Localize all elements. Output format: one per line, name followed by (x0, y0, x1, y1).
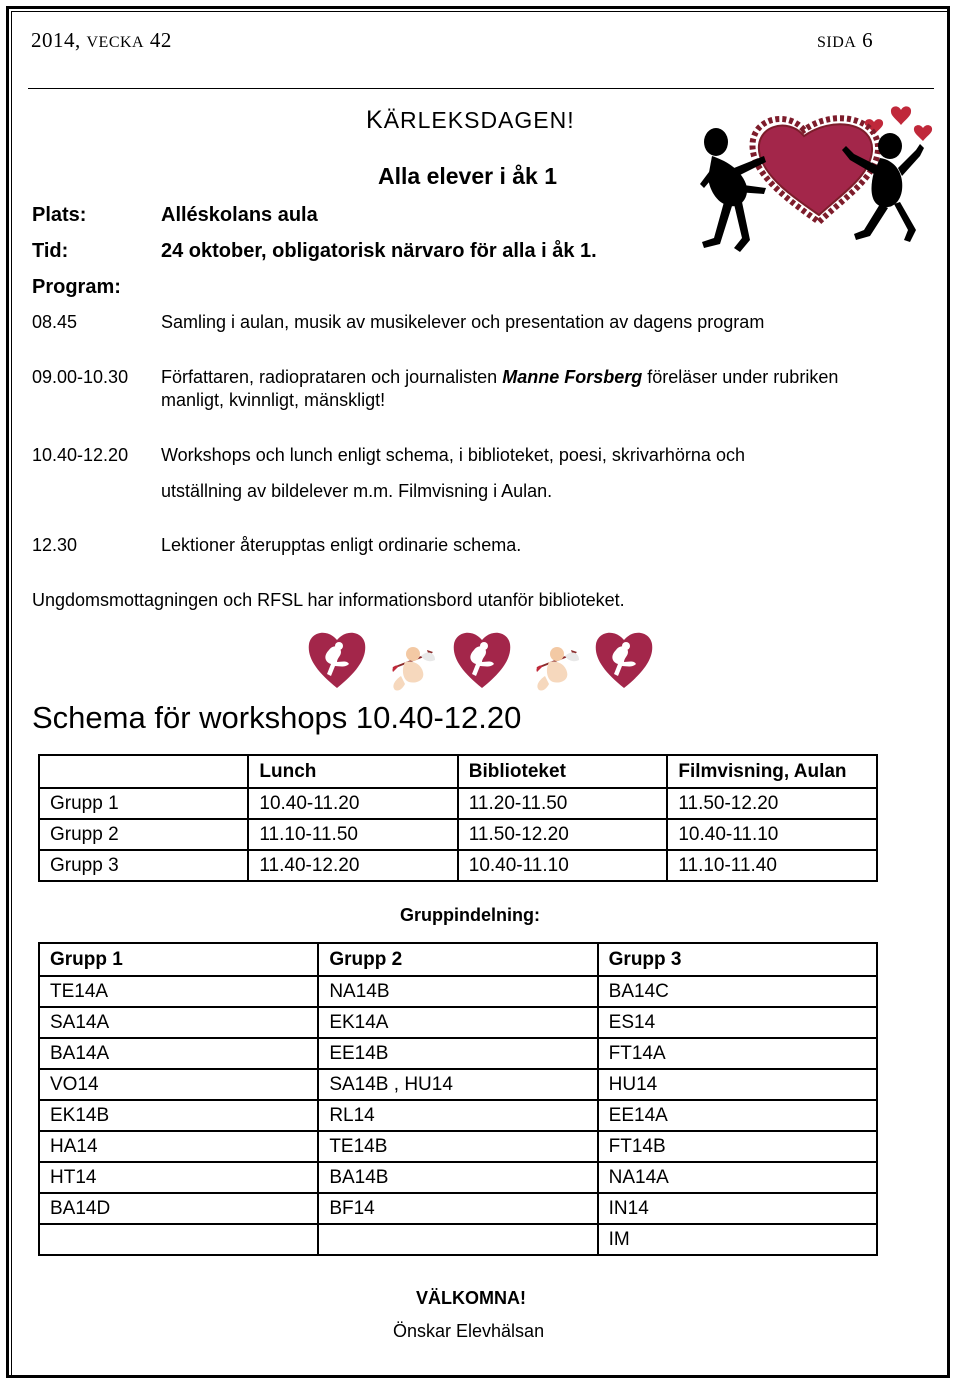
page-number-value: 6 (862, 28, 874, 52)
cupid-row (305, 628, 655, 692)
schedule-col-header: Biblioteket (458, 755, 668, 788)
grouping-header-row (39, 943, 877, 976)
place-value: Alléskolans aula (161, 204, 318, 226)
program-text: Lektioner återupptas enligt ordinarie schema. (161, 535, 522, 555)
program-text-part: Författaren, radioprataren och journalisten (161, 367, 503, 387)
time-label: Tid: (32, 240, 69, 262)
info-line: Ungdomsmottagningen och RFSL har informationsbord utanför biblioteket. (32, 590, 625, 610)
table-cell: HA14 (39, 1131, 318, 1162)
table-cell: NA14A (598, 1162, 877, 1193)
schedule-col-header (39, 755, 248, 788)
table-cell: 10.40-11.10 (458, 850, 668, 881)
program-text: utställning av bildelever m.m. Filmvisning i Aulan. (161, 481, 553, 501)
grouping-table (38, 942, 878, 1256)
table-cell: 11.10-11.40 (667, 850, 877, 881)
heart-cupid-icon (309, 633, 366, 688)
schedule-header-row (39, 755, 877, 788)
table-cell: BA14D (39, 1193, 318, 1224)
program-text-part: föreläser under rubriken (642, 367, 839, 387)
title-rest: ÄRLEKSDAGEN! (383, 107, 575, 133)
grouping-heading: Gruppindelning: (400, 905, 540, 925)
program-text: manligt, kvinnligt, mänskligt! (161, 390, 386, 410)
table-cell: Grupp 2 (39, 819, 248, 850)
table-cell: EE14A (598, 1100, 877, 1131)
table-row (39, 850, 877, 881)
table-cell: 10.40-11.20 (248, 788, 457, 819)
speaker-name: Manne Forsberg (502, 367, 643, 387)
table-row (39, 788, 877, 819)
heart-cupid-icon (596, 633, 653, 688)
grouping-col-header: Grupp 2 (318, 943, 597, 976)
issue-week-label: VECKA (86, 34, 145, 51)
table-cell: FT14A (598, 1038, 877, 1069)
time-value: 24 oktober, obligatorisk närvaro för alla i åk 1. (161, 240, 597, 262)
table-cell: Grupp 3 (39, 850, 248, 881)
table-cell: EK14A (318, 1007, 597, 1038)
program-time: 09.00-10.30 (32, 367, 129, 387)
table-cell: Grupp 1 (39, 788, 248, 819)
table-cell: IN14 (598, 1193, 877, 1224)
table-cell: TE14B (318, 1131, 597, 1162)
table-cell: ES14 (598, 1007, 877, 1038)
table-cell: SA14A (39, 1007, 318, 1038)
cupid-icon (536, 647, 579, 691)
page-title (366, 106, 575, 135)
title-initial: K (366, 106, 384, 134)
table-cell: HT14 (39, 1162, 318, 1193)
table-cell: BA14A (39, 1038, 318, 1069)
welcome-text: VÄLKOMNA! (416, 1288, 526, 1308)
table-cell: EE14B (318, 1038, 597, 1069)
issue-week-number: 42 (149, 28, 172, 52)
table-cell: IM (598, 1224, 877, 1255)
heart-cupid-icon (454, 633, 511, 688)
program-text: Workshops och lunch enligt schema, i biblioteket, poesi, skrivarhörna och (161, 445, 745, 465)
table-cell: VO14 (39, 1069, 318, 1100)
grouping-col-header: Grupp 1 (39, 943, 318, 976)
table-cell: RL14 (318, 1100, 597, 1131)
table-row (39, 1131, 877, 1162)
page-number (817, 28, 873, 53)
table-cell: 11.10-11.50 (248, 819, 457, 850)
table-cell (318, 1224, 597, 1255)
table-cell: BA14C (598, 976, 877, 1007)
table-cell: HU14 (598, 1069, 877, 1100)
program-text: Samling i aulan, musik av musikelever och presentation av dagens program (161, 312, 765, 332)
table-cell: 11.50-12.20 (667, 788, 877, 819)
issue-year: 2014, (31, 28, 81, 52)
grouping-col-header: Grupp 3 (598, 943, 877, 976)
schedule-table (38, 754, 878, 882)
schedule-col-header: Filmvisning, Aulan (667, 755, 877, 788)
table-row (39, 1069, 877, 1100)
table-row (39, 1038, 877, 1069)
table-cell: NA14B (318, 976, 597, 1007)
large-heart-icon (752, 118, 878, 222)
table-row (39, 1193, 877, 1224)
table-cell: EK14B (39, 1100, 318, 1131)
table-cell: SA14B , HU14 (318, 1069, 597, 1100)
audience-heading: Alla elever i åk 1 (378, 163, 558, 189)
page-label: SIDA (817, 34, 857, 51)
table-cell: BA14B (318, 1162, 597, 1193)
table-cell: 11.20-11.50 (458, 788, 668, 819)
schedule-heading: Schema för workshops 10.40-12.20 (32, 700, 522, 735)
program-label: Program: (32, 276, 121, 298)
schedule-col-header: Lunch (248, 755, 457, 788)
table-cell: 11.50-12.20 (458, 819, 668, 850)
program-text (161, 367, 838, 388)
table-cell: TE14A (39, 976, 318, 1007)
table-row (39, 1100, 877, 1131)
table-cell: BF14 (318, 1193, 597, 1224)
couple-carrying-heart-illustration (694, 98, 940, 258)
table-cell: 10.40-11.10 (667, 819, 877, 850)
table-row (39, 1007, 877, 1038)
header-rule (28, 88, 934, 89)
issue-line (31, 28, 172, 53)
table-row (39, 976, 877, 1007)
program-time: 12.30 (32, 535, 78, 555)
table-row (39, 1224, 877, 1255)
table-cell: 11.40-12.20 (248, 850, 457, 881)
table-cell (39, 1224, 318, 1255)
signature-text: Önskar Elevhälsan (393, 1321, 545, 1341)
program-time: 10.40-12.20 (32, 445, 129, 465)
cupid-icon (392, 647, 435, 691)
table-row (39, 1162, 877, 1193)
program-time: 08.45 (32, 312, 78, 332)
place-label: Plats: (32, 204, 87, 226)
table-cell: FT14B (598, 1131, 877, 1162)
table-row (39, 819, 877, 850)
